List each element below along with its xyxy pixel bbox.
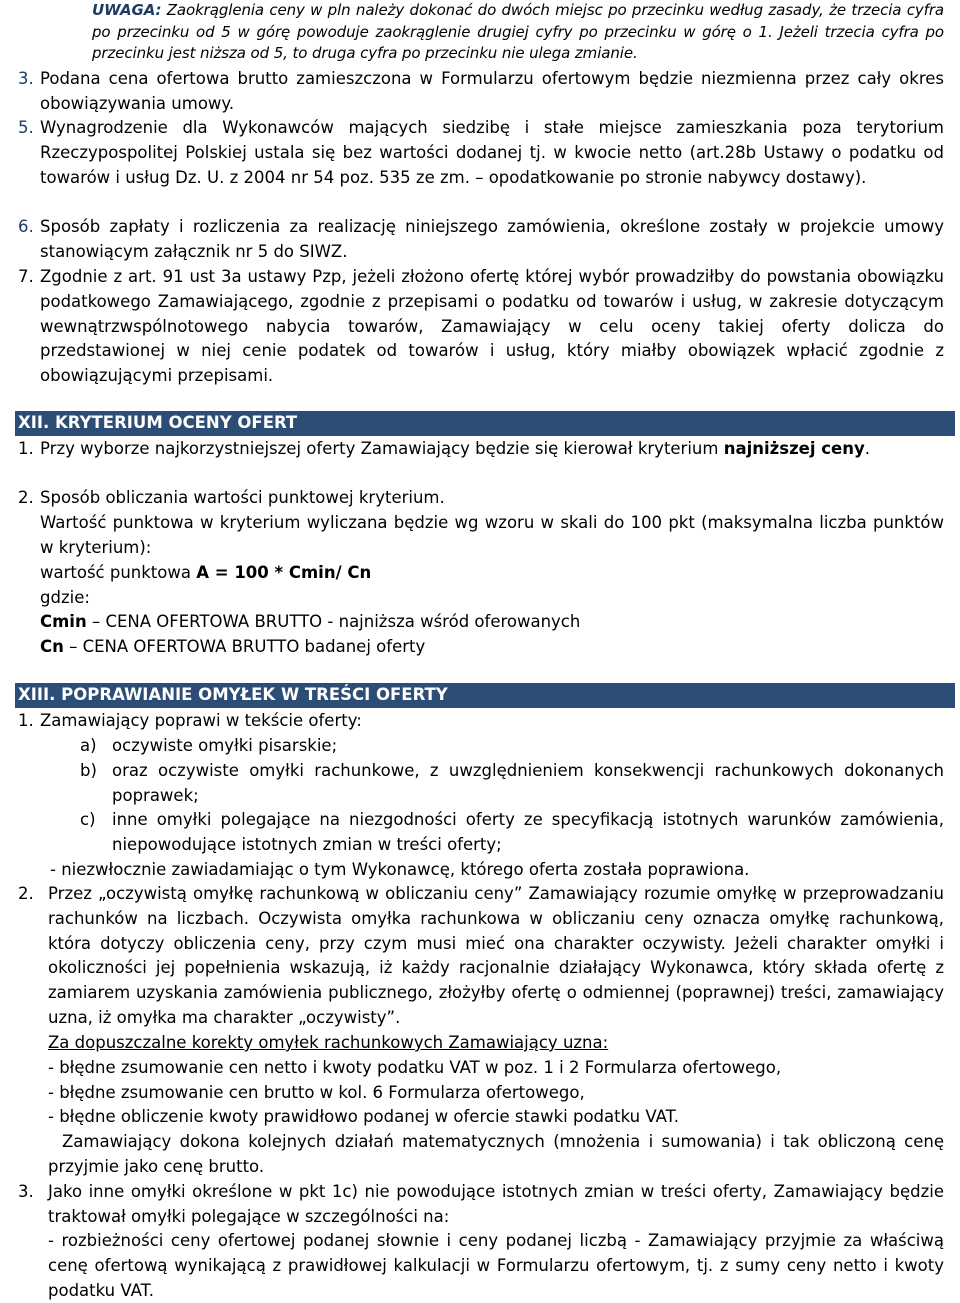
recalc-note — [48, 1130, 944, 1180]
where-label: gdzie: — [40, 588, 90, 607]
list-item — [18, 215, 944, 265]
correction-item — [48, 1056, 944, 1081]
discrepancy-item — [48, 1229, 944, 1303]
note-text: Zaokrąglenia ceny w pln należy dokonać do dwóch miejsc po przecinku według zasady, że trzecia cyfra po przecinku od 5 w górę powoduje zaokrąglenie drugiej cyfry po przecinku w górę o 1. Jeżeli trzecia cyfra po przecinku jest niższa od 5, to druga cyfra po przecinku nie ulega zmianie. — [92, 1, 944, 62]
item-text: Przez „oczywistą omyłkę rachunkową w obliczaniu ceny” Zamawiający rozumie omyłkę w przeprowadzaniu rachunków na liczbach. Oczywista omyłka rachunkowa w obliczaniu ceny oznacza omyłkę rachunkową, która dotyczy obliczenia ceny, przy czym musi mieć ona charakter oczywisty. Jeżeli charakter omyłki i okoliczności jej popełnienia wskazują, iż każdy racjonalnie działający Wykonawca, który składa ofertę z zamiarem uzyskania zamówienia publicznego, złożyłby ofertę o odmiennej (poprawnej) treści, zamawiający uzna, iż omyłka ma charakter „oczywisty”. — [48, 884, 944, 1027]
notify-text: - niezwłocznie zawiadamiając o tym Wykonawcę, którego oferta została poprawiona. — [50, 860, 750, 879]
correction-item — [48, 1081, 944, 1106]
list-item — [18, 437, 944, 462]
correction-text: - błędne zsumowanie cen netto i kwoty podatku VAT w poz. 1 i 2 Formularza ofertowego, — [48, 1058, 782, 1077]
sub-item — [80, 734, 944, 759]
item-text: Podana cena ofertowa brutto zamieszczona w Formularzu ofertowym będzie niezmienna przez cały okres obowiązywania umowy. — [40, 69, 944, 113]
item-number: 2. — [18, 488, 34, 507]
list-item — [18, 882, 944, 1031]
correction-text: - błędne zsumowanie cen brutto w kol. 6 Formularza ofertowego, — [48, 1083, 585, 1102]
item-number: 7. — [18, 267, 34, 286]
discrepancy-text: - rozbieżności ceny ofertowej podanej słownie i ceny podanej liczbą - Zamawiający przyjmie za właściwą cenę ofertową wynikającą z prawidłowej kalkulacji w Formularzu ofertowym, tj. z sumy ceny netto i kwoty podatku VAT. — [48, 1231, 944, 1300]
item-number: 1. — [18, 439, 34, 458]
formula-cn — [40, 635, 944, 660]
item-number: 3. — [18, 1182, 34, 1201]
item-number: 3. — [18, 69, 34, 88]
corrections-title — [48, 1031, 944, 1056]
sub-text: oczywiste omyłki pisarskie; — [112, 736, 338, 755]
formula: A = 100 * Cmin/ Cn — [196, 563, 372, 582]
formula-line — [40, 561, 944, 586]
list-item — [18, 116, 944, 190]
list-item — [18, 265, 944, 389]
notify-line — [50, 858, 944, 883]
cn-label: Cn — [40, 637, 64, 656]
formula-where — [40, 586, 944, 611]
correction-text: - błędne obliczenie kwoty prawidłowo podanej w ofercie stawki podatku VAT. — [48, 1107, 679, 1126]
sub-item — [80, 808, 944, 858]
item-text: Zgodnie z art. 91 ust 3a ustawy Pzp, jeżeli złożono ofertę której wybór prowadziłby do powstania obowiązku podatkowego Zamawiającego, zgodnie z przepisami o podatku od towarów i usług, w zakresie dotyczącym wewnątrzwspólnotowego nabycia towarów, Zamawiający w celu oceny takiej oferty dolicza do przedstawionej w niej cenie podatek od towarów i usług, który miałby obowiązek wpłacić zgodnie z obowiązującymi przepisami. — [40, 267, 944, 386]
sub-text: oraz oczywiste omyłki rachunkowe, z uwzględnieniem konsekwencji rachunkowych dokonanych poprawek; — [112, 761, 944, 805]
list-item — [18, 67, 944, 117]
cmin-label: Cmin — [40, 612, 87, 631]
item-text: Wynagrodzenie dla Wykonawców mających siedzibę i stałe miejsce zamieszkania poza terytorium Rzeczypospolitej Polskiej ustala się bez wartości dodanej tj. w kwocie netto (art.28b Ustawy o podatku od towarów i usług Dz. U. z 2004 nr 54 poz. 535 ze zm. – opodatkowanie po stronie nabywcy dostawy). — [40, 118, 944, 187]
sub-letter: b) — [80, 761, 97, 780]
formula-intro: Wartość punktowa w kryterium wyliczana będzie wg wzoru w skali do 100 pkt (maksymalna liczba punktów w kryterium): — [40, 513, 944, 557]
sub-item — [80, 759, 944, 809]
note-label: UWAGA: — [92, 1, 162, 19]
item-emphasis: najniższej ceny — [723, 439, 865, 458]
formula-description — [40, 511, 944, 561]
heading-divider — [15, 707, 955, 708]
recalc-text: Zamawiający dokona kolejnych działań matematycznych (mnożenia i sumowania) i tak obliczoną cenę przyjmie jako cenę brutto. — [48, 1132, 944, 1176]
item-number: 6. — [18, 217, 34, 236]
cn-text: – CENA OFERTOWA BRUTTO badanej oferty — [63, 637, 426, 656]
list-item — [18, 1180, 944, 1230]
sub-letter: a) — [80, 736, 97, 755]
list-item — [18, 486, 944, 511]
item-text: Sposób obliczania wartości punktowej kryterium. — [40, 488, 445, 507]
item-text: Sposób zapłaty i rozliczenia za realizację niniejszego zamówienia, określone zostały w projekcie umowy stanowiącym załącznik nr 5 do SIWZ. — [40, 217, 944, 261]
item-text: Jako inne omyłki określone w pkt 1c) nie powodujące istotnych zmian w treści oferty, Zamawiający będzie traktował omyłki polegające w szczególności na: — [48, 1182, 944, 1226]
corrections-underlined: Za dopuszczalne korekty omyłek rachunkowych Zamawiający uzna: — [48, 1033, 609, 1052]
section-heading-corrections: XIII. POPRAWIANIE OMYŁEK W TREŚCI OFERTY — [15, 683, 955, 707]
sub-text: inne omyłki polegające na niezgodności oferty ze specyfikacją istotnych warunków zamówienia, niepowodujące istotnych zmian w treści oferty; — [112, 810, 944, 854]
item-text-end: . — [864, 439, 870, 458]
item-number: 1. — [18, 711, 34, 730]
item-text: Przy wyborze najkorzystniejszej oferty Zamawiający będzie się kierował kryterium — [40, 439, 724, 458]
item-number: 2. — [18, 884, 34, 903]
section-heading-criteria: XII. KRYTERIUM OCENY OFERT — [15, 411, 955, 435]
formula-cmin — [40, 610, 944, 635]
rounding-note — [92, 0, 944, 65]
correction-item — [48, 1105, 944, 1130]
cmin-text: – CENA OFERTOWA BRUTTO - najniższa wśród oferowanych — [86, 612, 581, 631]
item-number: 5. — [18, 118, 34, 137]
list-item — [18, 709, 944, 734]
item-text: Zamawiający poprawi w tekście oferty: — [40, 711, 362, 730]
sub-letter: c) — [80, 810, 96, 829]
heading-divider — [15, 435, 955, 436]
formula-label: wartość punktowa — [40, 563, 197, 582]
